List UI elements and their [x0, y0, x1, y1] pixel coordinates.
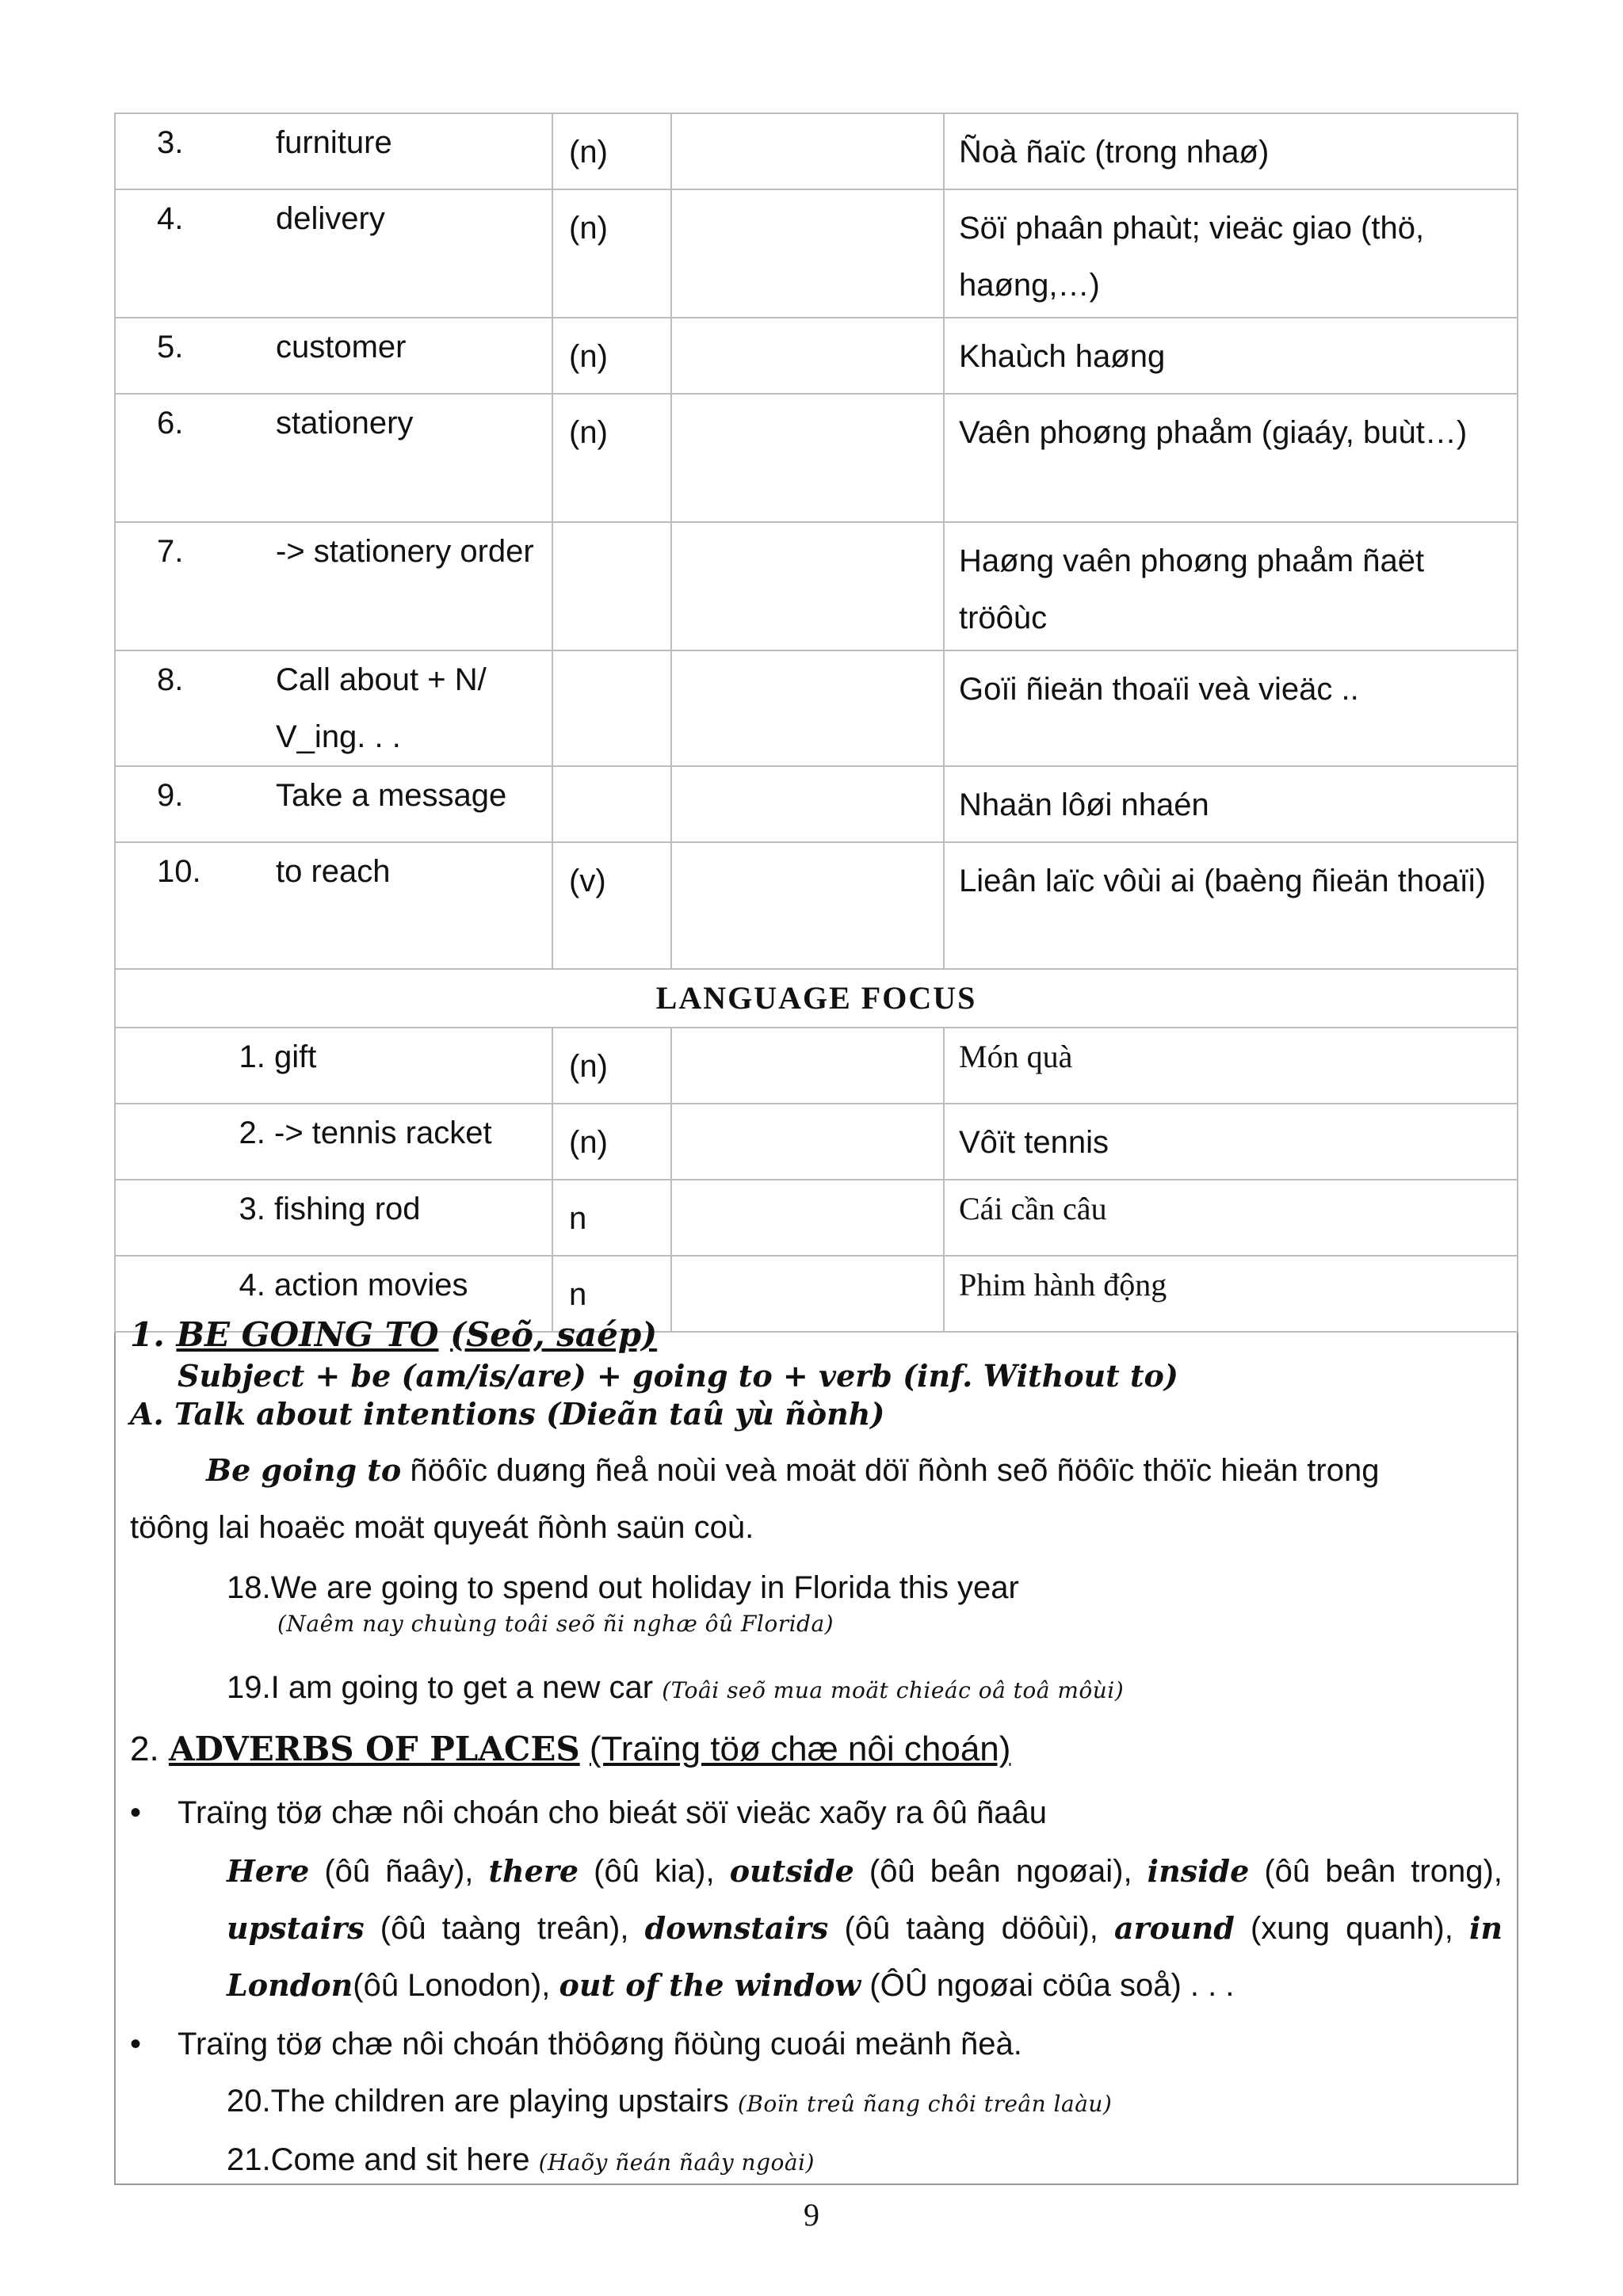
row-number: 3.: [157, 125, 184, 160]
language-focus-title: LANGUAGE FOCUS: [115, 969, 1518, 1028]
row-pos: [552, 650, 671, 766]
section1-formula: Subject + be (am/is/are) + going to + verb (inf. Without to): [178, 1358, 1178, 1394]
section1-subheading: A. Talk about intentions (Dieãn taû yù ñònh): [130, 1396, 885, 1432]
table-row: [115, 1028, 1518, 1104]
table-row: [115, 1180, 1518, 1256]
row-pos: [552, 522, 671, 650]
example-21: 21.Come and sit here (Haõy ñeán ñaây ngoài): [227, 2142, 815, 2177]
section1-paragraph: Be going to ñöôïc duøng ñeå noùi veà moät döï ñònh seõ ñöôïc thöïc hieän trong: [206, 1452, 1380, 1488]
row-pos: (n): [552, 318, 671, 394]
row-pos: (n): [552, 189, 671, 318]
row-word: gift: [274, 1039, 317, 1074]
section2-title-vn: (Traïng töø chæ nôi choán): [589, 1730, 1011, 1768]
row-word: -> tennis racket: [274, 1116, 492, 1150]
row-pos: [552, 766, 671, 842]
row-number: 4.: [157, 201, 184, 236]
vocabulary-table: [114, 113, 1518, 1333]
row-word: action movies: [274, 1268, 468, 1302]
row-pos: (v): [552, 842, 671, 969]
section1-title-vn: (Seõ, saép): [450, 1315, 658, 1354]
row-meaning: Haøng vaên phoøng phaåm ñaët tröôùc: [944, 522, 1518, 650]
row-number: 3.: [239, 1192, 265, 1226]
row-word: Take a message: [276, 778, 507, 813]
row-pos: (n): [552, 113, 671, 189]
row-number: 4.: [239, 1268, 265, 1302]
row-pos: (n): [552, 394, 671, 522]
table-row: [115, 842, 1518, 969]
row-meaning: Ñoà ñaïc (trong nhaø): [944, 113, 1518, 189]
row-word: -> stationery order: [276, 534, 534, 569]
section2-title: ADVERBS OF PLACES: [168, 1730, 580, 1768]
row-meaning: Vaên phoøng phaåm (giaáy, buùt…): [944, 394, 1518, 522]
bullet-2: • Traïng töø chæ nôi choán thöôøng ñöùng cuoái meänh ñeà.: [130, 2027, 1022, 2061]
example-18-translation: (Naêm nay chuùng toâi seõ ñi nghæ ôû Florida): [277, 1611, 834, 1637]
row-meaning: Vôït tennis: [944, 1104, 1518, 1180]
row-number: 7.: [157, 534, 184, 569]
row-word: furniture: [276, 125, 392, 160]
row-number: 1.: [239, 1039, 265, 1074]
table-row: [115, 522, 1518, 650]
row-pos: n: [552, 1180, 671, 1256]
row-number: 10.: [157, 854, 201, 889]
row-meaning: Söï phaân phaùt; vieäc giao (thö, haøng,…): [944, 189, 1518, 318]
row-meaning: Khaùch haøng: [944, 318, 1518, 394]
table-row: [115, 189, 1518, 318]
row-pos: (n): [552, 1104, 671, 1180]
row-meaning: Phim hành động: [944, 1256, 1518, 1332]
bullet-1: • Traïng töø chæ nôi choán cho bieát söï vieäc xaõy ra ôû ñaâu: [130, 1795, 1047, 1830]
row-meaning: Nhaän lôøi nhaén: [944, 766, 1518, 842]
adverbs-list: Here (ôû ñaây), there (ôû kia), outside (ôû beân ngoøai), inside (ôû beân trong), upstairs (ôû taàng treân), downstairs (ôû taàng döôùi), around (xung quanh), in London(ôû Lonodon), out of the window (ÔÛ ngoøai cöûa soå) . . .: [227, 1853, 1503, 2003]
section1-paragraph-line2: töông lai hoaëc moät quyeát ñònh saün coù.: [130, 1510, 754, 1545]
table-row: [115, 318, 1518, 394]
row-number: 9.: [157, 778, 184, 813]
section2-heading: 2. ADVERBS OF PLACES (Traïng töø chæ nôi choán): [130, 1730, 1011, 1768]
row-word: stationery: [276, 406, 414, 441]
table-row: [115, 113, 1518, 189]
row-meaning: Cái cần câu: [944, 1180, 1518, 1256]
row-number: 6.: [157, 406, 184, 441]
table-row: [115, 1104, 1518, 1180]
row-word: Call about + N/ V_ing. . .: [276, 662, 487, 754]
example-20: 20.The children are playing upstairs (Boïn treû ñang chôi treân laàu): [227, 2084, 1113, 2119]
row-number: 8.: [157, 662, 184, 697]
row-number: 2.: [239, 1116, 265, 1150]
example-18: 18.We are going to spend out holiday in Florida this year: [227, 1570, 1019, 1605]
row-word: delivery: [276, 201, 385, 236]
table-row: [115, 394, 1518, 522]
row-meaning: Lieân laïc vôùi ai (baèng ñieän thoaïi): [944, 842, 1518, 969]
language-focus-row: [115, 969, 1518, 1028]
row-pos: n: [552, 1256, 671, 1332]
row-word: fishing rod: [274, 1192, 421, 1226]
page-number: 9: [804, 2197, 819, 2233]
row-word: customer: [276, 330, 407, 364]
row-pos: (n): [552, 1028, 671, 1104]
section1-title: BE GOING TO: [176, 1315, 439, 1354]
example-19: 19.I am going to get a new car (Toâi seõ mua moät chieác oâ toâ môùi): [227, 1670, 1125, 1705]
row-meaning: Món quà: [944, 1028, 1518, 1104]
table-row: [115, 766, 1518, 842]
section1-heading: 1. BE GOING TO (Seõ, saép): [130, 1315, 658, 1354]
row-meaning: Goïi ñieän thoaïi veà vieäc ..: [944, 650, 1518, 766]
row-word: to reach: [276, 854, 391, 889]
row-number: 5.: [157, 330, 184, 364]
table-row: [115, 650, 1518, 766]
